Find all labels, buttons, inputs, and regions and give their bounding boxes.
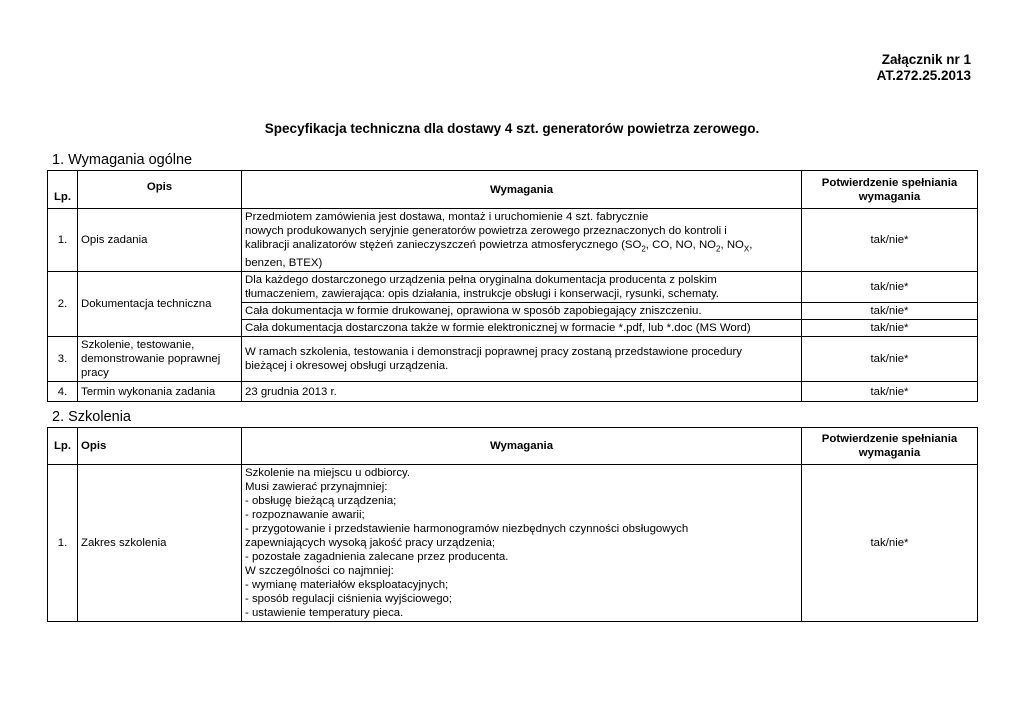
row-opis [78, 337, 242, 382]
header-opis: Opis [78, 428, 242, 465]
requirement-line: Musi zawierać przynajmniej: [245, 481, 388, 493]
header-potwierdzenie-line1: Potwierdzenie spełniania [821, 176, 958, 189]
requirement-line: kalibracji analizatorów stężeń zanieczyszczeń powietrza atmosferycznego (SO [245, 239, 642, 251]
header-lp: Lp. [48, 171, 78, 209]
row-requirement [242, 272, 802, 303]
table-row [48, 209, 978, 272]
reference-number: AT.272.25.2013 [876, 68, 971, 83]
header-potwierdzenie-line2: wymagania [858, 447, 921, 459]
row-requirement: 23 grudnia 2013 r. [242, 382, 802, 402]
requirement-line: - ustawienie temperatury pieca. [245, 607, 404, 619]
requirement-line: benzen, BTEX) [245, 257, 323, 270]
annex-number: Załącznik nr 1 [881, 52, 971, 67]
row-status: tak/nie* [802, 337, 978, 382]
header-opis: Opis [78, 171, 242, 209]
header-potwierdzenie [802, 171, 978, 209]
requirement-line: bieżącej i okresowej obsługi urządzenia. [245, 360, 449, 373]
requirement-line: - przygotowanie i przedstawienie harmonogramów niezbędnych czynności obsługowych [245, 523, 689, 535]
row-requirement [242, 337, 802, 382]
row-requirement [242, 465, 802, 622]
table-row [48, 465, 978, 622]
table-row [48, 272, 978, 303]
row-requirement [242, 209, 802, 272]
requirement-line: - wymianę materiałów eksploatacyjnych; [245, 579, 449, 591]
requirement-line: Przedmiotem zamówienia jest dostawa, montaż i uruchomienie 4 szt. fabrycznie [245, 211, 649, 223]
requirement-line: zapewniających wysoką jakość pracy urządzenia; [245, 537, 496, 549]
row-opis: Dokumentacja techniczna [78, 272, 242, 337]
subscript: 2 [641, 244, 646, 254]
training-table [47, 427, 978, 622]
row-lp: 3. [48, 337, 78, 382]
requirement-line: Dla każdego dostarczonego urządzenia pełna oryginalna dokumentacja producenta z polskim [245, 274, 717, 287]
requirement-line: W szczególności co najmniej: [245, 565, 394, 577]
document-header [877, 52, 971, 84]
row-status: tak/nie* [802, 209, 978, 272]
row-requirement: Cała dokumentacja w formie drukowanej, oprawiona w sposób zapobiegający zniszczeniu. [242, 303, 802, 320]
document-title: Specyfikacja techniczna dla dostawy 4 szt. generatorów powietrza zerowego. [264, 121, 760, 136]
row-status: tak/nie* [802, 303, 978, 320]
general-requirements-table [47, 170, 978, 402]
section-title-training: 2. Szkolenia [52, 409, 131, 425]
row-status: tak/nie* [802, 320, 978, 337]
row-requirement: Cała dokumentacja dostarczona także w formie elektronicznej w formacie *.pdf, lub *.doc (MS Word) [242, 320, 802, 337]
requirement-line: - sposób regulacji ciśnienia wyjściowego; [245, 593, 453, 605]
opis-line: demonstrowanie poprawnej [81, 353, 221, 366]
requirement-line: - pozostałe zagadnienia zalecane przez producenta. [245, 551, 509, 563]
header-wymagania: Wymagania [242, 428, 802, 465]
table-header-row [48, 171, 978, 209]
table-row [48, 382, 978, 402]
requirement-line: - rozpoznawanie awarii; [245, 509, 365, 521]
subscript: X [743, 244, 750, 254]
section-title-general: 1. Wymagania ogólne [52, 152, 193, 168]
row-lp: 2. [48, 272, 78, 337]
opis-line: Szkolenie, testowanie, [81, 339, 195, 352]
requirement-line: - obsługę bieżącą urządzenia; [245, 495, 397, 507]
row-lp: 1. [48, 465, 78, 622]
table-row [48, 337, 978, 382]
requirement-line: , CO, NO, NO [645, 239, 717, 251]
header-wymagania: Wymagania [242, 171, 802, 209]
requirement-line: tłumaczeniem, zawierająca: opis działania, instrukcje obsługi i konserwacji, rysunki, schematy. [245, 288, 719, 301]
table-header-row [48, 428, 978, 465]
requirement-line: nowych produkowanych seryjnie generatorów powietrza zerowego przeznaczonych do kontroli i [245, 225, 727, 237]
header-potwierdzenie-line2: wymagania [858, 190, 921, 203]
row-opis: Opis zadania [78, 209, 242, 272]
requirement-line: Szkolenie na miejscu u odbiorcy. [245, 467, 411, 479]
row-status: tak/nie* [802, 272, 978, 303]
requirement-line: , NO [720, 239, 744, 251]
row-opis: Zakres szkolenia [78, 465, 242, 622]
row-lp: 4. [48, 382, 78, 402]
row-status: tak/nie* [802, 382, 978, 402]
row-opis: Termin wykonania zadania [78, 382, 242, 402]
requirement-line: W ramach szkolenia, testowania i demonstracji poprawnej pracy zostaną przedstawione procedury [245, 346, 742, 359]
subscript: 2 [716, 244, 721, 254]
opis-line: pracy [81, 367, 109, 380]
header-potwierdzenie [802, 428, 978, 465]
row-status: tak/nie* [802, 465, 978, 622]
header-lp: Lp. [48, 428, 78, 465]
row-lp: 1. [48, 209, 78, 272]
requirement-line: , [749, 239, 753, 251]
header-potwierdzenie-line1: Potwierdzenie spełniania [821, 433, 958, 445]
